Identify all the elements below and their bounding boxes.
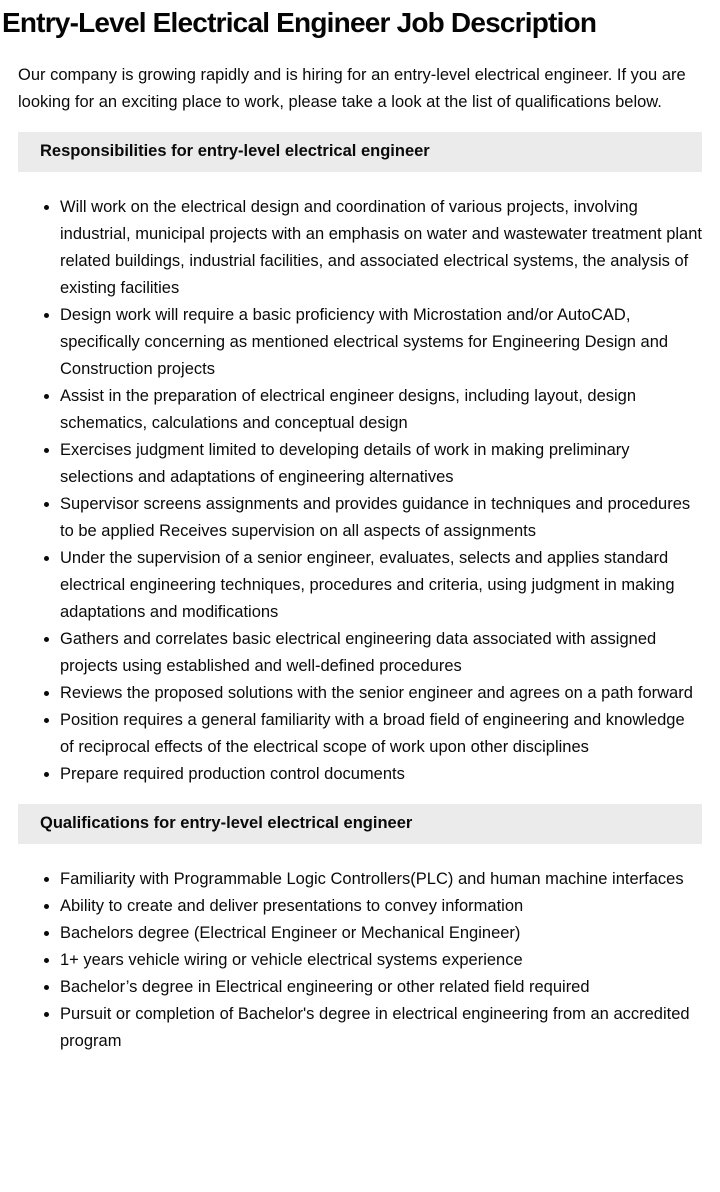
list-item: • Design work will require a basic proficiency with Microstation and/or AutoCAD, specifically concerning as mentioned electrical systems for Engineering Design and Construction projects bbox=[60, 302, 702, 383]
list-item: • Reviews the proposed solutions with the senior engineer and agrees on a path forward bbox=[60, 680, 702, 707]
list-item: • Gathers and correlates basic electrical engineering data associated with assigned projects using established and well-defined procedures bbox=[60, 626, 702, 680]
list-item: • Bachelors degree (Electrical Engineer or Mechanical Engineer) bbox=[60, 920, 702, 947]
page-title: Entry-Level Electrical Engineer Job Description bbox=[2, 7, 597, 38]
qualifications-section-heading: Qualifications for entry-level electrical engineer bbox=[18, 804, 702, 844]
responsibilities-section-heading: Responsibilities for entry-level electrical engineer bbox=[18, 132, 702, 172]
list-item: • Pursuit or completion of Bachelor's degree in electrical engineering from an accredited program bbox=[60, 1001, 702, 1055]
list-item: • 1+ years vehicle wiring or vehicle electrical systems experience bbox=[60, 947, 702, 974]
qualifications-list bbox=[18, 866, 702, 1055]
list-item: • Supervisor screens assignments and provides guidance in techniques and procedures to be applied Receives supervision on all aspects of assignments bbox=[60, 491, 702, 545]
list-item: • Ability to create and deliver presentations to convey information bbox=[60, 893, 702, 920]
list-item: • Assist in the preparation of electrical engineer designs, including layout, design schematics, calculations and conceptual design bbox=[60, 383, 702, 437]
intro-paragraph: Our company is growing rapidly and is hiring for an entry-level electrical engineer. If you are looking for an exciting place to work, please take a look at the list of qualifications below. bbox=[18, 66, 686, 111]
list-item: • Exercises judgment limited to developing details of work in making preliminary selections and adaptations of engineering alternatives bbox=[60, 437, 702, 491]
list-item: • Bachelor’s degree in Electrical engineering or other related field required bbox=[60, 974, 702, 1001]
list-item: • Under the supervision of a senior engineer, evaluates, selects and applies standard electrical engineering techniques, procedures and criteria, using judgment in making adaptations and modifications bbox=[60, 545, 702, 626]
list-item: • Prepare required production control documents bbox=[60, 761, 702, 788]
list-item: • Will work on the electrical design and coordination of various projects, involving industrial, municipal projects with an emphasis on water and wastewater treatment plant related buildings, industrial facilities, and associated electrical systems, the analysis of existing facilities bbox=[60, 194, 702, 302]
responsibilities-list bbox=[18, 194, 702, 788]
list-item: • Familiarity with Programmable Logic Controllers(PLC) and human machine interfaces bbox=[60, 866, 702, 893]
list-item: • Position requires a general familiarity with a broad field of engineering and knowledge of reciprocal effects of the electrical scope of work upon other disciplines bbox=[60, 707, 702, 761]
